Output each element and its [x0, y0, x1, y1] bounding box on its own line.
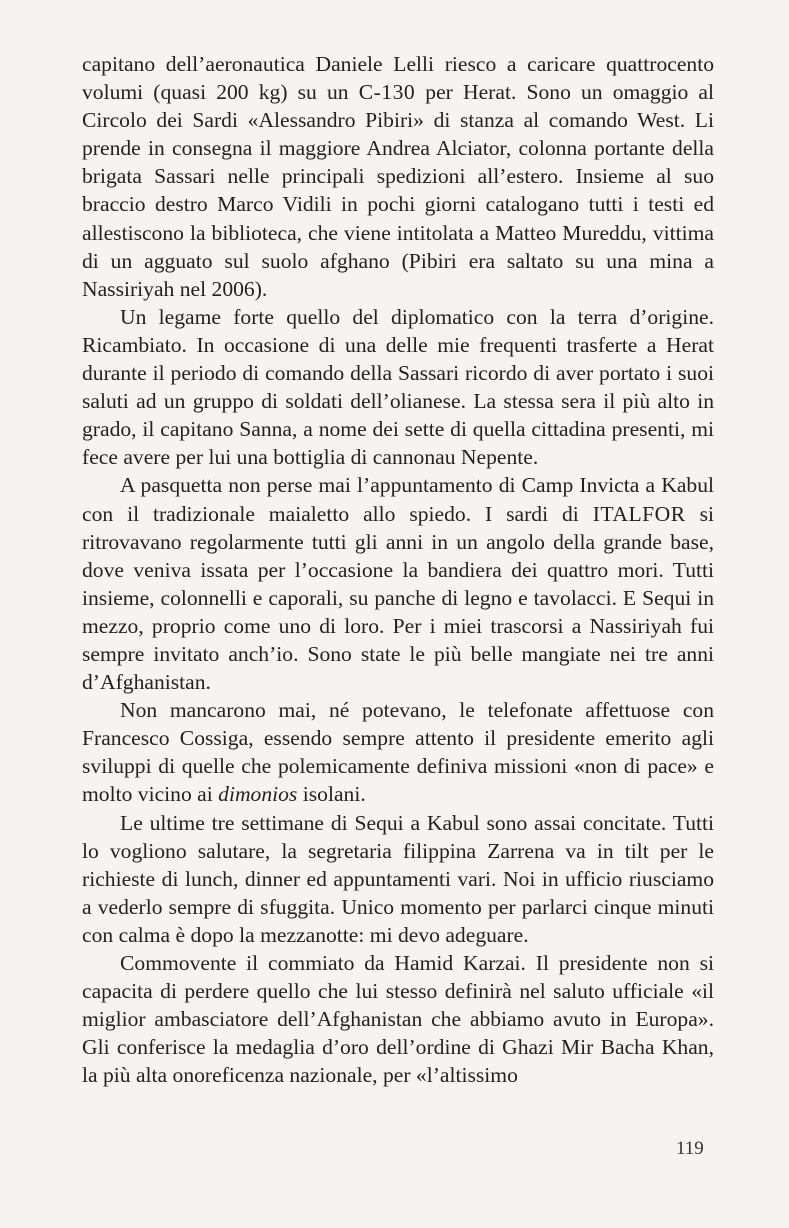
paragraph-3 — [82, 471, 714, 696]
text-run: Un legame forte quello del diplomatico con la terra d’origine. Ricambiato. In occasione di una delle mie frequenti trasferte a Herat durante il periodo di comando della Sassari ricordo di aver portato i suoi saluti ad un gruppo di soldati dell’olianese. La stessa sera il più alto in grado, il capitano Sanna, a nome dei sette di quella cittadina presenti, mi fece avere per lui una bottiglia di cannonau Nepente. — [82, 304, 714, 470]
body-text — [82, 50, 714, 1089]
text-run: per Herat. Sono un omaggio al Circolo dei Sardi «Alessandro Pibiri» di stanza al comando West. Li prende in consegna il maggiore Andrea Alciator, colonna portante della brigata Sassari nelle principali spedizioni all’estero. Insieme al suo braccio destro Marco Vidili in pochi giorni catalogano tutti i testi ed allestiscono la biblioteca, che viene intitolata a Matteo Mureddu, vittima di un agguato sul suolo afghano (Pibiri era saltato su una mina a Nassiriyah nel 2006). — [82, 80, 714, 301]
paragraph-4 — [82, 696, 714, 808]
small-caps-text: ITALFOR — [592, 501, 686, 526]
paragraph-1 — [82, 50, 714, 303]
text-run: Le ultime tre settimane di Sequi a Kabul sono assai concitate. Tutti lo vogliono salutare, la segretaria filippina Zarrena va in tilt per le richieste di lunch, dinner ed appuntamenti vari. Noi in ufficio riusciamo a vederlo sempre di sfuggita. Unico momento per parlarci cinque minuti con calma è dopo la mezzanotte: mi devo adeguare. — [82, 810, 714, 947]
text-run: capitano dell’aeronautica Daniele Lelli riesco a caricare quattrocento volumi (quasi 200 kg) su un — [82, 52, 714, 105]
small-caps-text: C-130 — [358, 80, 416, 105]
page-number: 119 — [676, 1138, 704, 1159]
paragraph-6 — [82, 949, 714, 1089]
text-run: Non mancarono mai, né potevano, le telefonate affettuose con Francesco Cossiga, essendo sempre attento il presidente emerito agli sviluppi di quelle che polemicamente definiva missioni «non di pace» e molto vicino ai — [82, 698, 714, 807]
text-run: Commovente il commiato da Hamid Karzai. Il presidente non si capacita di perdere quello che lui stesso definirà nel saluto ufficiale «il miglior ambasciatore dell’Afghanistan che abbiamo avuto in Europa». Gli conferisce la medaglia d’oro dell’ordine di Ghazi Mir Bacha Khan, la più alta onoreficenza nazionale, per «l’altissimo — [82, 951, 714, 1088]
italic-text: dimonios — [218, 782, 298, 807]
paragraph-5 — [82, 809, 714, 949]
text-run: si ritrovavano regolarmente tutti gli anni in un angolo della grande base, dove veniva issata per l’occasione la bandiera dei quattro mori. Tutti insieme, colonnelli e caporali, su panche di legno e tavolacci. E Sequi in mezzo, proprio come uno di loro. Per i miei trascorsi a Nassiriyah fui sempre invitato anch’io. Sono state le più belle mangiate nei tre anni d’Afghanistan. — [82, 501, 714, 695]
text-run: A pasquetta non perse mai l’appuntamento di Camp Invicta a Kabul con il tradizionale maialetto allo spiedo. I sardi di — [82, 473, 714, 526]
paragraph-2 — [82, 303, 714, 472]
text-run: isolani. — [297, 782, 366, 807]
